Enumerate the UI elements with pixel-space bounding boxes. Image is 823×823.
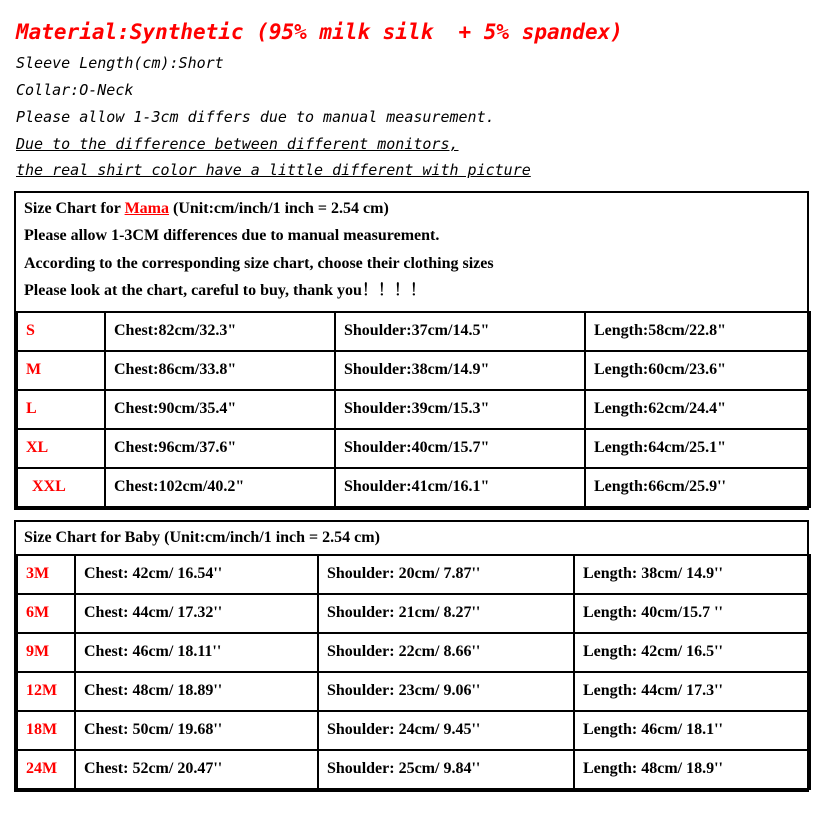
- baby-shoulder-value: Shoulder: 23cm/ 9.06'': [318, 672, 574, 711]
- baby-chest-value: Chest: 46cm/ 18.11'': [75, 633, 318, 672]
- mama-chest-value: Chest:82cm/32.3": [105, 312, 335, 351]
- mama-chest-value: Chest:90cm/35.4": [105, 390, 335, 429]
- baby-length-value: Length: 46cm/ 18.1'': [574, 711, 810, 750]
- table-row: [17, 351, 810, 390]
- mama-title-highlight: Mama: [124, 200, 170, 217]
- mama-size-label: XXL: [17, 468, 105, 507]
- baby-length-value: Length: 48cm/ 18.9'': [574, 750, 810, 789]
- mama-chest-value: Chest:102cm/40.2": [105, 468, 335, 507]
- sleeve-length-line: Sleeve Length(cm):Short: [16, 54, 224, 72]
- table-row: [17, 390, 810, 429]
- mama-note-1: Please allow 1-3CM differences due to manual measurement.: [24, 227, 440, 245]
- baby-size-table: [16, 554, 811, 790]
- baby-shoulder-value: Shoulder: 22cm/ 8.66'': [318, 633, 574, 672]
- table-row: [17, 711, 810, 750]
- mama-shoulder-value: Shoulder:41cm/16.1": [335, 468, 585, 507]
- mama-shoulder-value: Shoulder:39cm/15.3": [335, 390, 585, 429]
- mama-size-label: L: [17, 390, 105, 429]
- mama-shoulder-value: Shoulder:38cm/14.9": [335, 351, 585, 390]
- baby-chest-value: Chest: 48cm/ 18.89'': [75, 672, 318, 711]
- mama-length-value: Length:58cm/22.8": [585, 312, 810, 351]
- mama-chest-value: Chest:86cm/33.8": [105, 351, 335, 390]
- table-row: [17, 750, 810, 789]
- baby-size-label: 18M: [17, 711, 75, 750]
- baby-length-value: Length: 40cm/15.7 '': [574, 594, 810, 633]
- baby-chest-value: Chest: 42cm/ 16.54'': [75, 555, 318, 594]
- table-row: [17, 429, 810, 468]
- monitor-difference-line-2: the real shirt color have a little different with picture: [16, 161, 531, 179]
- baby-chest-value: Chest: 44cm/ 17.32'': [75, 594, 318, 633]
- mama-shoulder-value: Shoulder:37cm/14.5": [335, 312, 585, 351]
- baby-shoulder-value: Shoulder: 24cm/ 9.45'': [318, 711, 574, 750]
- baby-chart-title: Size Chart for Baby (Unit:cm/inch/1 inch = 2.54 cm): [24, 528, 380, 546]
- mama-size-label: M: [17, 351, 105, 390]
- table-row: [17, 555, 810, 594]
- mama-chart-title: [24, 200, 799, 218]
- baby-chest-value: Chest: 50cm/ 19.68'': [75, 711, 318, 750]
- mama-title-suffix: (Unit:cm/inch/1 inch = 2.54 cm): [169, 200, 389, 217]
- monitor-difference-line-1: Due to the difference between different monitors,: [16, 135, 459, 153]
- mama-size-chart: [14, 191, 809, 510]
- baby-shoulder-value: Shoulder: 21cm/ 8.27'': [318, 594, 574, 633]
- baby-size-label: 6M: [17, 594, 75, 633]
- collar-line: Collar:O-Neck: [16, 81, 134, 99]
- mama-length-value: Length:62cm/24.4": [585, 390, 810, 429]
- mama-size-label: S: [17, 312, 105, 351]
- baby-chest-value: Chest: 52cm/ 20.47'': [75, 750, 318, 789]
- mama-length-value: Length:66cm/25.9'': [585, 468, 810, 507]
- baby-size-label: 24M: [17, 750, 75, 789]
- baby-length-value: Length: 38cm/ 14.9'': [574, 555, 810, 594]
- table-row: [17, 312, 810, 351]
- baby-length-value: Length: 42cm/ 16.5'': [574, 633, 810, 672]
- mama-chart-intro: [16, 193, 807, 311]
- measurement-allowance-line: Please allow 1-3cm differs due to manual measurement.: [16, 108, 495, 126]
- mama-shoulder-value: Shoulder:40cm/15.7": [335, 429, 585, 468]
- mama-note-3: Please look at the chart, careful to buy, thank you！！！！: [24, 282, 426, 300]
- baby-shoulder-value: Shoulder: 20cm/ 7.87'': [318, 555, 574, 594]
- table-row: [17, 468, 810, 507]
- baby-size-label: 3M: [17, 555, 75, 594]
- table-row: [17, 633, 810, 672]
- baby-shoulder-value: Shoulder: 25cm/ 9.84'': [318, 750, 574, 789]
- baby-size-label: 12M: [17, 672, 75, 711]
- table-row: [17, 594, 810, 633]
- mama-note-2: According to the corresponding size chart, choose their clothing sizes: [24, 254, 494, 272]
- table-row: [17, 672, 810, 711]
- material-heading: Material:Synthetic (95% milk silk + 5% spandex): [16, 20, 623, 44]
- baby-size-label: 9M: [17, 633, 75, 672]
- mama-chest-value: Chest:96cm/37.6": [105, 429, 335, 468]
- baby-length-value: Length: 44cm/ 17.3'': [574, 672, 810, 711]
- baby-size-chart: [14, 520, 809, 792]
- mama-size-table: [16, 311, 811, 508]
- mama-size-label: XL: [17, 429, 105, 468]
- mama-length-value: Length:64cm/25.1": [585, 429, 810, 468]
- mama-title-prefix: Size Chart for: [24, 200, 125, 217]
- mama-length-value: Length:60cm/23.6": [585, 351, 810, 390]
